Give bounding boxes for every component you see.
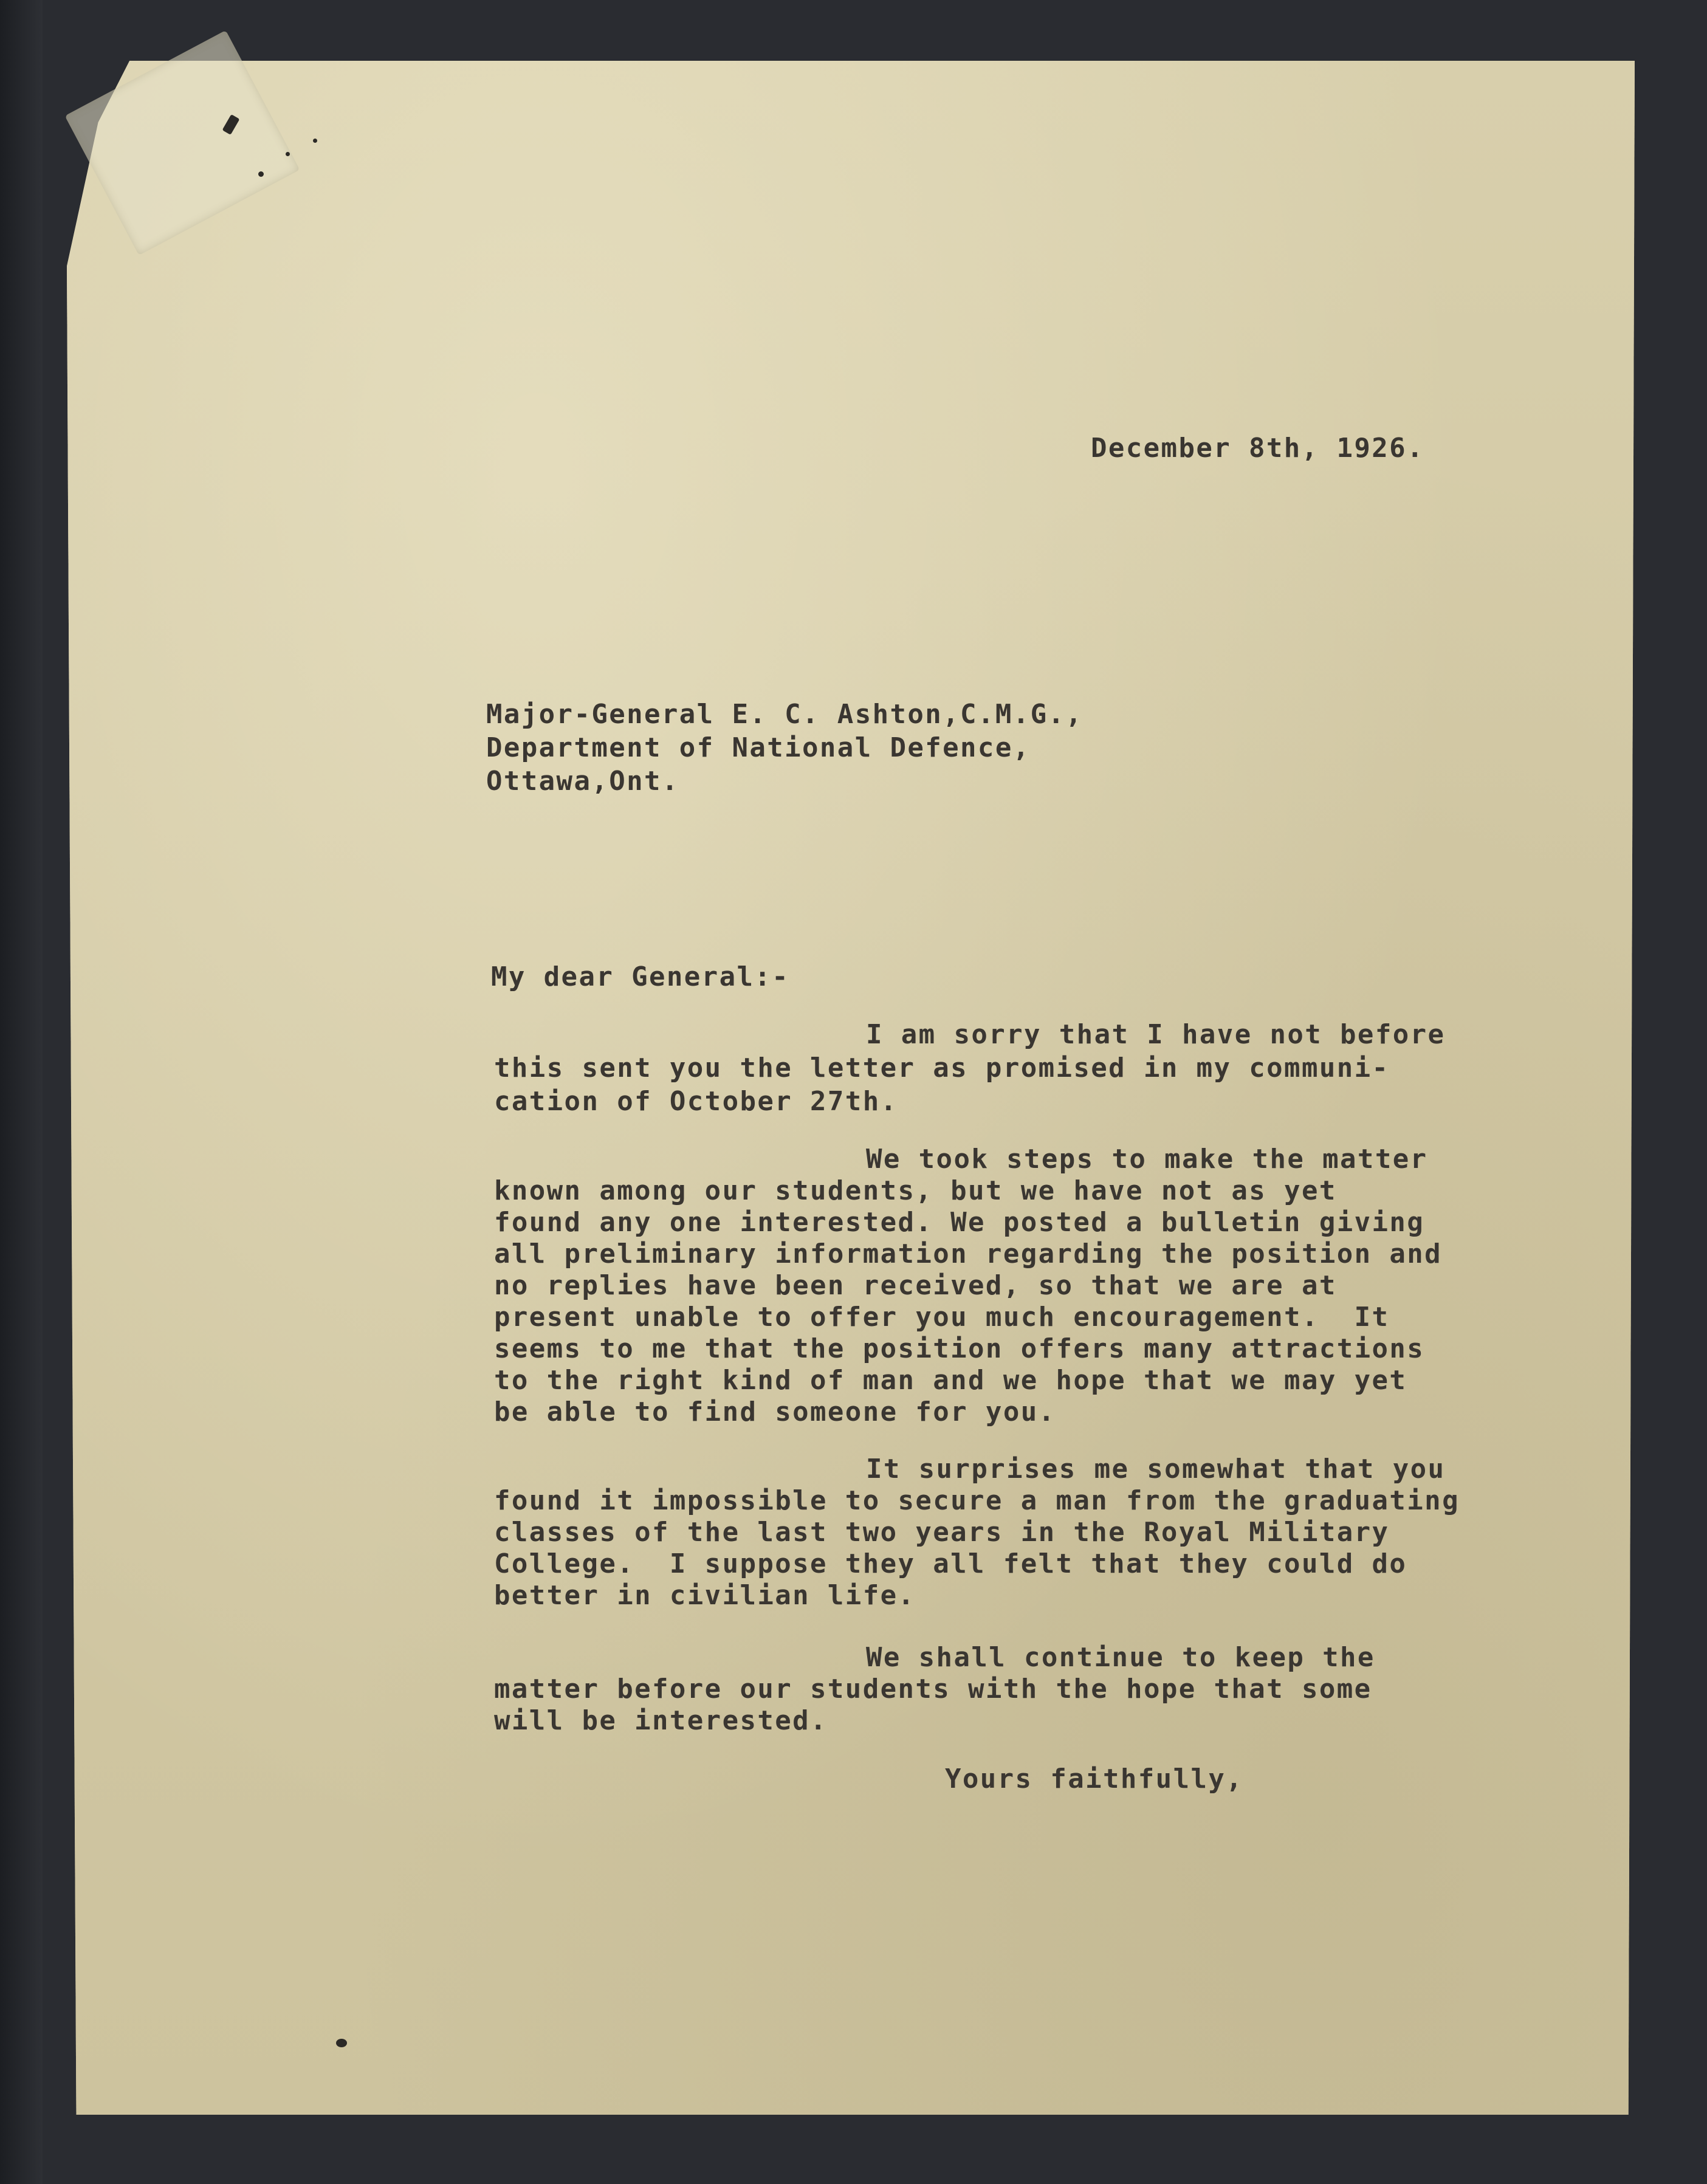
paragraph-line: It surprises me somewhat that you	[866, 1454, 1446, 1485]
salutation: My dear General:-	[491, 961, 790, 992]
paragraph-line: will be interested.	[494, 1705, 828, 1736]
paragraph-line: We shall continue to keep the	[866, 1642, 1375, 1673]
paragraph-line: to the right kind of man and we hope that we may yet	[494, 1365, 1407, 1396]
paragraph-line: I am sorry that I have not before	[866, 1019, 1446, 1050]
paragraph-line: this sent you the letter as promised in my communi-	[494, 1053, 1390, 1083]
paragraph-line: found any one interested. We posted a bulletin giving	[494, 1207, 1425, 1238]
paragraph-line: cation of October 27th.	[494, 1086, 898, 1117]
paragraph-line: all preliminary information regarding the position and	[494, 1238, 1443, 1269]
paragraph-line: known among our students, but we have not as yet	[494, 1175, 1337, 1206]
paragraph-line: no replies have been received, so that we are at	[494, 1270, 1337, 1301]
recipient-city: Ottawa,Ont.	[486, 766, 679, 797]
paragraph-line: found it impossible to secure a man from the graduating	[494, 1485, 1460, 1516]
recipient-department: Department of National Defence,	[486, 732, 1031, 763]
paragraph-line: present unable to offer you much encouragement. It	[494, 1302, 1390, 1333]
paragraph-line: College. I suppose they all felt that they could do	[494, 1548, 1407, 1579]
closing: Yours faithfully,	[945, 1763, 1244, 1794]
paragraph-line: be able to find someone for you.	[494, 1396, 1056, 1427]
recipient-name: Major-General E. C. Ashton,C.M.G.,	[486, 699, 1084, 730]
paragraph-line: better in civilian life.	[494, 1580, 916, 1611]
letter-date: December 8th, 1926.	[1091, 433, 1424, 464]
paragraph-line: classes of the last two years in the Royal Military	[494, 1517, 1390, 1548]
paragraph-line: seems to me that the position offers many attractions	[494, 1333, 1425, 1364]
paragraph-line: matter before our students with the hope that some	[494, 1674, 1372, 1705]
paragraph-line: We took steps to make the matter	[866, 1144, 1428, 1175]
